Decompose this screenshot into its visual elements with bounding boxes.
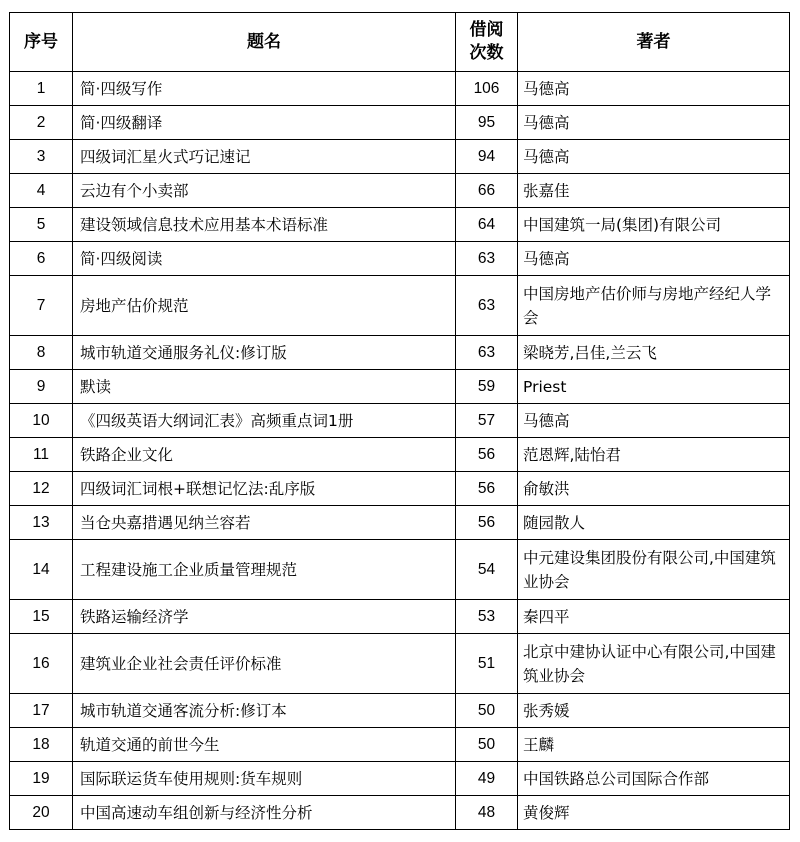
cell-seq: 18 — [10, 728, 73, 762]
cell-count: 48 — [456, 796, 518, 830]
cell-title: 《四级英语大纲词汇表》高频重点词1册 — [73, 404, 456, 438]
cell-count: 56 — [456, 438, 518, 472]
cell-count: 50 — [456, 694, 518, 728]
header-author: 著者 — [518, 13, 790, 72]
cell-seq: 20 — [10, 796, 73, 830]
cell-seq: 6 — [10, 242, 73, 276]
table-row — [10, 762, 790, 796]
cell-seq: 9 — [10, 370, 73, 404]
cell-title: 四级词汇星火式巧记速记 — [73, 140, 456, 174]
cell-author: 中国建筑一局(集团)有限公司 — [518, 208, 790, 242]
cell-author: 马德高 — [518, 72, 790, 106]
cell-count: 57 — [456, 404, 518, 438]
cell-seq: 1 — [10, 72, 73, 106]
cell-author: 王麟 — [518, 728, 790, 762]
cell-seq: 11 — [10, 438, 73, 472]
cell-seq: 16 — [10, 634, 73, 694]
cell-title: 简·四级翻译 — [73, 106, 456, 140]
cell-seq: 7 — [10, 276, 73, 336]
cell-count: 95 — [456, 106, 518, 140]
cell-title: 铁路企业文化 — [73, 438, 456, 472]
cell-title: 国际联运货车使用规则:货车规则 — [73, 762, 456, 796]
cell-author: 俞敏洪 — [518, 472, 790, 506]
table-row — [10, 106, 790, 140]
table-row — [10, 796, 790, 830]
table-row — [10, 506, 790, 540]
cell-title: 建筑业企业社会责任评价标准 — [73, 634, 456, 694]
cell-author: 中国房地产估价师与房地产经纪人学会 — [518, 276, 790, 336]
cell-count: 63 — [456, 242, 518, 276]
cell-title: 城市轨道交通服务礼仪:修订版 — [73, 336, 456, 370]
cell-seq: 14 — [10, 540, 73, 600]
cell-seq: 12 — [10, 472, 73, 506]
table-row — [10, 242, 790, 276]
cell-seq: 17 — [10, 694, 73, 728]
cell-author: 张秀媛 — [518, 694, 790, 728]
cell-seq: 19 — [10, 762, 73, 796]
cell-author: 秦四平 — [518, 600, 790, 634]
table-row — [10, 276, 790, 336]
header-seq: 序号 — [10, 13, 73, 72]
cell-author: 张嘉佳 — [518, 174, 790, 208]
cell-count: 94 — [456, 140, 518, 174]
cell-count: 51 — [456, 634, 518, 694]
cell-count: 59 — [456, 370, 518, 404]
borrowing-ranking-table — [9, 12, 790, 830]
cell-seq: 15 — [10, 600, 73, 634]
cell-count: 53 — [456, 600, 518, 634]
cell-author: Priest — [518, 370, 790, 404]
cell-seq: 3 — [10, 140, 73, 174]
table-row — [10, 472, 790, 506]
cell-title: 简·四级写作 — [73, 72, 456, 106]
cell-author: 马德高 — [518, 242, 790, 276]
cell-title: 简·四级阅读 — [73, 242, 456, 276]
cell-seq: 4 — [10, 174, 73, 208]
cell-title: 四级词汇词根+联想记忆法:乱序版 — [73, 472, 456, 506]
table-row — [10, 634, 790, 694]
cell-author: 梁晓芳,吕佳,兰云飞 — [518, 336, 790, 370]
cell-count: 56 — [456, 506, 518, 540]
cell-count: 49 — [456, 762, 518, 796]
cell-seq: 2 — [10, 106, 73, 140]
cell-seq: 10 — [10, 404, 73, 438]
cell-title: 中国高速动车组创新与经济性分析 — [73, 796, 456, 830]
cell-author: 范恩辉,陆怡君 — [518, 438, 790, 472]
table-row — [10, 174, 790, 208]
cell-count: 56 — [456, 472, 518, 506]
cell-title: 当仓央嘉措遇见纳兰容若 — [73, 506, 456, 540]
table-row — [10, 370, 790, 404]
cell-title: 工程建设施工企业质量管理规范 — [73, 540, 456, 600]
cell-count: 106 — [456, 72, 518, 106]
cell-seq: 5 — [10, 208, 73, 242]
header-borrow-count-line2: 次数 — [469, 43, 504, 63]
cell-count: 50 — [456, 728, 518, 762]
cell-count: 63 — [456, 336, 518, 370]
cell-author: 黄俊辉 — [518, 796, 790, 830]
header-borrow-count-line1: 借阅 — [469, 20, 504, 40]
cell-author: 北京中建协认证中心有限公司,中国建筑业协会 — [518, 634, 790, 694]
cell-title: 铁路运输经济学 — [73, 600, 456, 634]
cell-author: 随园散人 — [518, 506, 790, 540]
table-row — [10, 72, 790, 106]
cell-author: 中国铁路总公司国际合作部 — [518, 762, 790, 796]
table-row — [10, 140, 790, 174]
table-row — [10, 540, 790, 600]
cell-seq: 13 — [10, 506, 73, 540]
table-row — [10, 600, 790, 634]
cell-seq: 8 — [10, 336, 73, 370]
header-borrow-count — [456, 13, 518, 72]
table-row — [10, 694, 790, 728]
cell-title: 云边有个小卖部 — [73, 174, 456, 208]
header-row — [10, 13, 790, 72]
cell-title: 建设领域信息技术应用基本术语标准 — [73, 208, 456, 242]
table-row — [10, 438, 790, 472]
cell-author: 马德高 — [518, 106, 790, 140]
cell-count: 63 — [456, 276, 518, 336]
cell-count: 54 — [456, 540, 518, 600]
cell-title: 轨道交通的前世今生 — [73, 728, 456, 762]
table-row — [10, 336, 790, 370]
header-title: 题名 — [73, 13, 456, 72]
table-row — [10, 208, 790, 242]
cell-author: 马德高 — [518, 404, 790, 438]
table-row — [10, 728, 790, 762]
cell-author: 马德高 — [518, 140, 790, 174]
cell-title: 房地产估价规范 — [73, 276, 456, 336]
cell-count: 66 — [456, 174, 518, 208]
cell-author: 中元建设集团股份有限公司,中国建筑业协会 — [518, 540, 790, 600]
cell-title: 城市轨道交通客流分析:修订本 — [73, 694, 456, 728]
cell-count: 64 — [456, 208, 518, 242]
cell-title: 默读 — [73, 370, 456, 404]
table-row — [10, 404, 790, 438]
